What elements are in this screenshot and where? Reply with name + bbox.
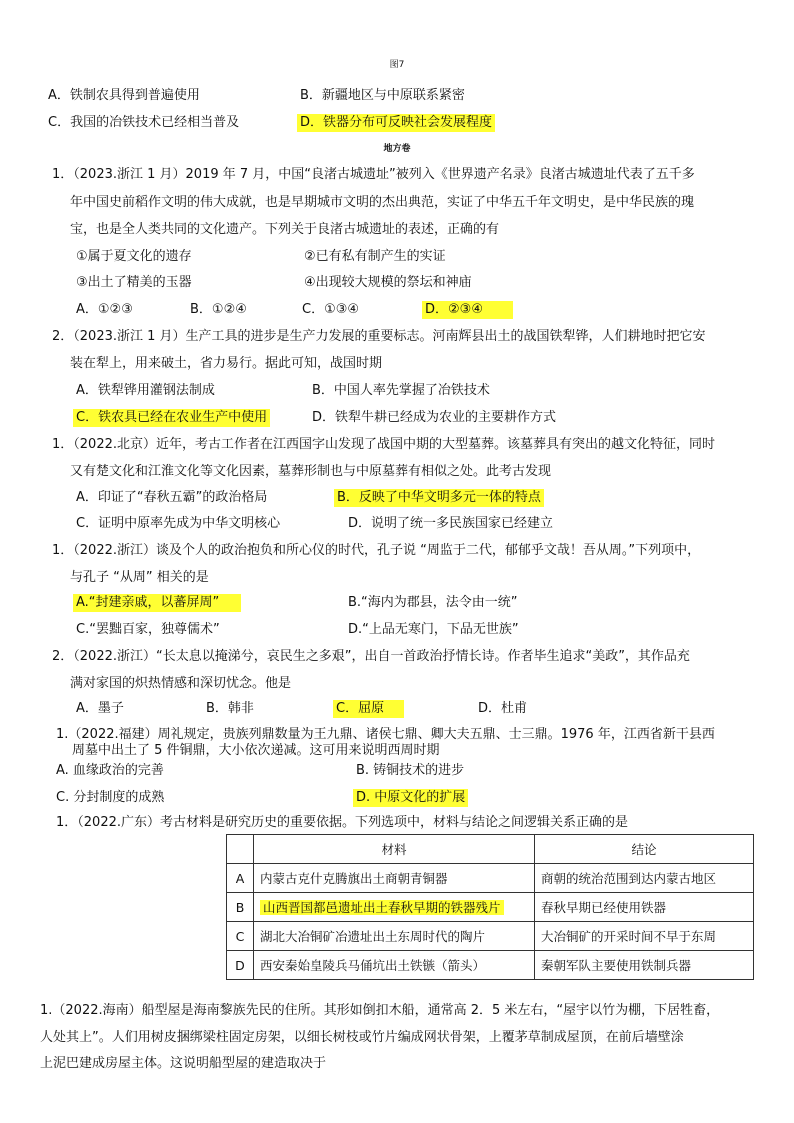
q6-option-c: C. 分封制度的成熟 — [56, 790, 165, 805]
q5-stem-line-1: 2．（2022.浙江）“长太息以掩涕兮，哀民生之多艰”，出自一首政治抒情长诗。作者毕生追求“美政”，其作品充 — [52, 649, 690, 664]
q1-stem-line-2: 年中国史前稻作文明的伟大成就，也是早期城市文明的杰出典范，实证了中华五千年文明史，是中华民族的瑰 — [70, 195, 695, 210]
q5-option-b: B．韩非 — [206, 701, 254, 716]
q1-stem-line-1: 1．（2023.浙江 1 月）2019 年 7 月，中国“良渚古城遗址”被列入《世界遗产名录》良渚古城遗址代表了五千多 — [52, 167, 695, 182]
q6-stem-line-2: 周墓中出土了 5 件铜鼎，大小依次递减。这可用来说明西周时期 — [72, 743, 440, 758]
table-row — [227, 951, 754, 980]
row-conclusion: 大冶铜矿的开采时间不早于东周 — [535, 922, 754, 951]
q6-stem-line-1: 1.（2022.福建）周礼规定，贵族列鼎数量为王九鼎、诸侯七鼎、卿大夫五鼎、士三鼎。1976 年，江西省新干县西 — [56, 727, 715, 742]
q1-item-2: ②已有私有制产生的实证 — [304, 249, 446, 264]
q1-option-b: B．①②④ — [190, 302, 247, 317]
q3-stem-line-2: 又有楚文化和江淮文化等文化因素，墓葬形制也与中原墓葬有相似之处。此考古发现 — [70, 464, 552, 479]
q4-stem-line-1: 1．（2022.浙江）谈及个人的政治抱负和所心仪的时代，孔子说 “周监于二代，郁郁乎文哉！吾从周。”下列项中， — [52, 543, 701, 558]
row-material: 西安秦始皇陵兵马俑坑出土铁镞（箭头） — [254, 951, 535, 980]
q3-option-d: D．说明了统一多民族国家已经建立 — [348, 516, 554, 531]
row-material: 内蒙古克什克腾旗出土商朝青铜器 — [254, 864, 535, 893]
row-index: B — [227, 893, 254, 922]
row-conclusion: 秦朝军队主要使用铁制兵器 — [535, 951, 754, 980]
q4-option-d: D.“上品无寒门，下品无世族” — [348, 622, 519, 637]
q2-option-c-answer: C．铁农具已经在农业生产中使用 — [73, 409, 270, 427]
table-header-row — [227, 835, 754, 864]
q2-stem-line-1: 2．（2023.浙江 1 月）生产工具的进步是生产力发展的重要标志。河南辉县出土的战国铁犁铧，人们耕地时把它安 — [52, 329, 706, 344]
q2-option-b: B．中国人率先掌握了冶铁技术 — [312, 383, 490, 398]
q4-option-a-answer: A.“封建亲戚，以蕃屏周” — [73, 594, 241, 612]
row-material-answer — [254, 893, 535, 922]
q3-stem-line-1: 1．（2022.北京）近年，考古工作者在江西国字山发现了战国中期的大型墓葬。该墓葬具有突出的越文化特征，同时 — [52, 437, 715, 452]
answer-highlight: 山西晋国都邑遗址出土春秋早期的铁器残片 — [260, 900, 504, 915]
row-material: 湖北大冶铜矿冶遗址出土东周时代的陶片 — [254, 922, 535, 951]
q5-option-d: D．杜甫 — [478, 701, 528, 716]
q7-stem-line-1: 1．（2022.广东）考古材料是研究历史的重要依据。下列选项中，材料与结论之间逻辑关系正确的是 — [56, 815, 628, 830]
q4-option-b: B.“海内为郡县，法令由一统” — [348, 595, 518, 610]
row-conclusion: 商朝的统治范围到达内蒙古地区 — [535, 864, 754, 893]
q8-stem-line-3: 上泥巴建成房屋主体。这说明船型屋的建造取决于 — [40, 1056, 327, 1071]
q6-option-d-answer: D. 中原文化的扩展 — [353, 789, 468, 807]
q7-material-table — [226, 834, 754, 980]
q4-stem-line-2: 与孔子 “从周” 相关的是 — [70, 570, 209, 585]
q1-item-1: ①属于夏文化的遗存 — [76, 249, 192, 264]
q2-option-d: D．铁犁牛耕已经成为农业的主要耕作方式 — [312, 410, 557, 425]
q1-item-3: ③出土了精美的玉器 — [76, 275, 192, 290]
row-index: A — [227, 864, 254, 893]
q1-option-d-answer: D．②③④ — [422, 301, 513, 319]
table-header-conclusion: 结论 — [535, 835, 754, 864]
prev-option-d-answer: D．铁器分布可反映社会发展程度 — [297, 114, 495, 132]
q1-option-c: C．①③④ — [302, 302, 360, 317]
q8-stem-line-2: 人处其上”。人们用树皮捆绑梁柱固定房架，以细长树枝或竹片编成网状骨架，上覆茅草制成屋顶，在前后墙壁涂 — [40, 1030, 684, 1045]
prev-option-b: B．新疆地区与中原联系紧密 — [300, 88, 465, 103]
q3-option-c: C．证明中原率先成为中华文明核心 — [76, 516, 281, 531]
q5-stem-line-2: 满对家国的炽热情感和深切忧念。他是 — [70, 676, 292, 691]
table-row — [227, 864, 754, 893]
q4-option-c: C.“罢黜百家，独尊儒术” — [76, 622, 220, 637]
q2-option-a: A．铁犁铧用灌钢法制成 — [76, 383, 215, 398]
q3-option-b-answer: B．反映了中华文明多元一体的特点 — [334, 489, 544, 507]
table-header-index — [227, 835, 254, 864]
q5-option-c-answer: C．屈原 — [333, 700, 404, 718]
q3-option-a: A．印证了“春秋五霸”的政治格局 — [76, 490, 268, 505]
row-index: C — [227, 922, 254, 951]
q1-item-4: ④出现较大规模的祭坛和神庙 — [304, 275, 472, 290]
q1-stem-line-3: 宝，也是全人类共同的文化遗产。下列关于良渚古城遗址的表述，正确的有 — [70, 222, 500, 237]
row-index: D — [227, 951, 254, 980]
table-header-material: 材料 — [254, 835, 535, 864]
prev-option-a: A．铁制农具得到普遍使用 — [48, 88, 200, 103]
prev-option-c: C．我国的冶铁技术已经相当普及 — [48, 115, 240, 130]
q6-option-b: B. 铸铜技术的进步 — [356, 763, 465, 778]
table-row — [227, 922, 754, 951]
table-row — [227, 893, 754, 922]
q6-option-a: A. 血缘政治的完善 — [56, 763, 164, 778]
figure-caption: 图7 — [389, 60, 405, 70]
q5-option-a: A．墨子 — [76, 701, 124, 716]
section-title: 地方卷 — [383, 144, 411, 154]
q8-stem-line-1: 1.（2022.海南）船型屋是海南黎族先民的住所。其形如倒扣木船，通常高 2．5 米左右，“屋宇以竹为棚，下居牲畜， — [40, 1003, 720, 1018]
row-conclusion: 春秋早期已经使用铁器 — [535, 893, 754, 922]
q2-stem-line-2: 装在犁上，用来破土，省力易行。据此可知，战国时期 — [70, 356, 383, 371]
q1-option-a: A．①②③ — [76, 302, 133, 317]
